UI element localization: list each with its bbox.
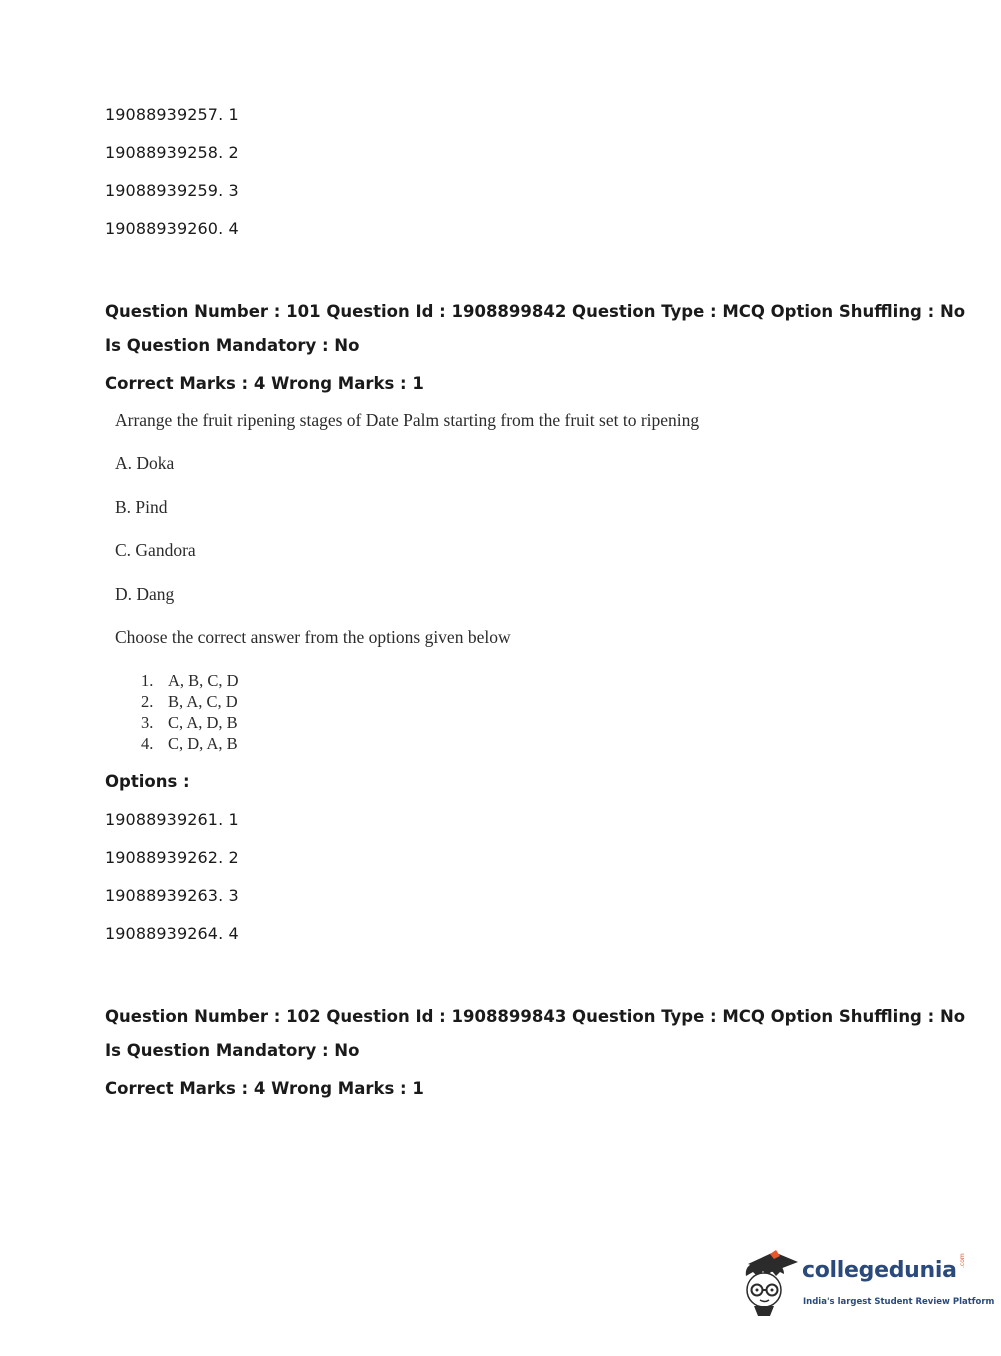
logo-name: collegedunia	[802, 1258, 957, 1283]
statement-item: B. Pind	[115, 497, 168, 517]
option-line: 19088939260. 4	[105, 219, 239, 238]
choice-number: 3.	[141, 713, 154, 732]
option-line: 19088939263. 3	[105, 886, 239, 905]
option-line: 19088939258. 2	[105, 143, 239, 162]
choice-text: A, B, C, D	[168, 671, 239, 690]
answer-choice	[141, 670, 239, 691]
answer-choice	[141, 733, 238, 754]
options-label: Options :	[105, 772, 190, 791]
instruction-text: Choose the correct answer from the options given below	[115, 627, 511, 647]
choice-number: 4.	[141, 734, 154, 753]
choice-number: 1.	[141, 671, 154, 690]
statement-item: D. Dang	[115, 584, 175, 604]
mascot-icon	[740, 1246, 800, 1316]
choice-text: B, A, C, D	[168, 692, 238, 711]
logo-domain: .com	[959, 1253, 966, 1268]
answer-choice	[141, 691, 238, 712]
statement-item: C. Gandora	[115, 540, 196, 560]
option-line: 19088939261. 1	[105, 810, 239, 829]
option-line: 19088939257. 1	[105, 105, 239, 124]
collegedunia-logo	[740, 1246, 995, 1316]
question-mandatory: Is Question Mandatory : No	[105, 336, 360, 355]
question-header: Question Number : 102 Question Id : 1908899843 Question Type : MCQ Option Shuffling : No	[105, 1007, 966, 1026]
question-header: Question Number : 101 Question Id : 1908899842 Question Type : MCQ Option Shuffling : No	[105, 302, 966, 321]
option-line: 19088939259. 3	[105, 181, 239, 200]
choice-number: 2.	[141, 692, 154, 711]
choice-text: C, A, D, B	[168, 713, 238, 732]
choice-text: C, D, A, B	[168, 734, 238, 753]
question-mandatory: Is Question Mandatory : No	[105, 1041, 360, 1060]
statement-item: A. Doka	[115, 453, 175, 473]
question-text: Arrange the fruit ripening stages of Date Palm starting from the fruit set to ripening	[115, 410, 700, 430]
answer-choice	[141, 712, 238, 733]
question-marks: Correct Marks : 4 Wrong Marks : 1	[105, 374, 424, 393]
option-line: 19088939264. 4	[105, 924, 239, 943]
question-marks: Correct Marks : 4 Wrong Marks : 1	[105, 1079, 424, 1098]
logo-tagline: India's largest Student Review Platform	[803, 1297, 995, 1307]
option-line: 19088939262. 2	[105, 848, 239, 867]
